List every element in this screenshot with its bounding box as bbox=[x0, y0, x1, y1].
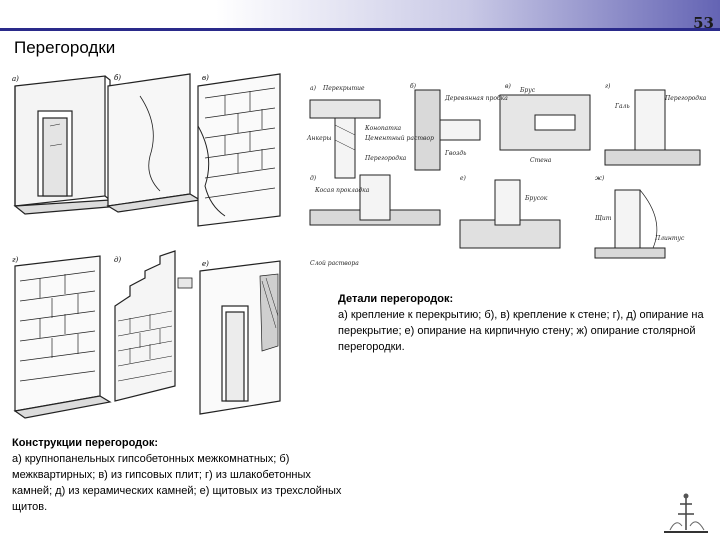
details-figure bbox=[305, 80, 715, 280]
detail-label-g: г) bbox=[605, 83, 611, 90]
constructions-caption-text: а) крупнопанельных гипсобетонных межкомнатных; б) межквартирных; в) из гипсовых плит; г) из шлакобетонных камней; д) из керамических камней; е) щитовых из трехслойных щитов. bbox=[12, 453, 342, 513]
constructions-caption bbox=[12, 435, 342, 515]
header-rule bbox=[0, 28, 720, 31]
detail-gvozd: Гвоздь bbox=[445, 150, 467, 157]
detail-label-e: е) bbox=[460, 175, 466, 182]
detail-peregorodka2: Перегородка bbox=[665, 95, 707, 102]
details-caption-heading: Детали перегородок: bbox=[338, 293, 454, 305]
page-number: 53 bbox=[693, 14, 714, 32]
detail-derev-probka: Деревянная пробка bbox=[445, 95, 508, 102]
detail-label-zh: ж) bbox=[595, 175, 605, 182]
constructions-figure bbox=[10, 66, 300, 426]
detail-ankery: Анкеры bbox=[307, 135, 332, 142]
detail-label-d: д) bbox=[310, 175, 317, 182]
detail-schit: Щит bbox=[595, 215, 612, 222]
detail-plintus: Плинтус bbox=[655, 235, 685, 242]
detail-kosoi-prokl: Косая прокладка bbox=[315, 187, 370, 194]
label-v: в) bbox=[202, 74, 209, 82]
label-d: д) bbox=[114, 256, 122, 264]
label-b: б) bbox=[114, 74, 122, 82]
detail-konopatka: Конопатка bbox=[365, 125, 402, 132]
emblem-logo bbox=[660, 490, 712, 536]
details-caption bbox=[338, 291, 708, 355]
constructions-caption-heading: Конструкции перегородок: bbox=[12, 437, 159, 449]
detail-perekrytie: Перекрытие bbox=[323, 85, 365, 92]
detail-gol: Галь bbox=[615, 103, 630, 110]
details-caption-text: а) крепление к перекрытию; б), в) крепление к стене; г), д) опирание на перекрытие; е) опирание на кирпичную стену; ж) опирание столярной перегородки. bbox=[338, 309, 704, 353]
detail-label-v: в) bbox=[505, 83, 511, 90]
detail-peregorodka: Перегородка bbox=[365, 155, 407, 162]
detail-label-a: а) bbox=[310, 85, 316, 92]
label-g: г) bbox=[12, 256, 19, 264]
detail-rastvor: Цементный раствор bbox=[365, 135, 434, 142]
detail-brus: Брус bbox=[520, 87, 536, 94]
label-a: а) bbox=[12, 75, 19, 83]
label-e: е) bbox=[202, 260, 209, 268]
detail-sloi-rastvora: Слой раствора bbox=[310, 260, 359, 267]
detail-stena: Стена bbox=[530, 157, 552, 164]
detail-label-b: б) bbox=[410, 83, 417, 90]
page-title: Перегородки bbox=[14, 38, 116, 57]
header-gradient-bar bbox=[0, 0, 720, 28]
detail-brusok: Брусок bbox=[525, 195, 548, 202]
